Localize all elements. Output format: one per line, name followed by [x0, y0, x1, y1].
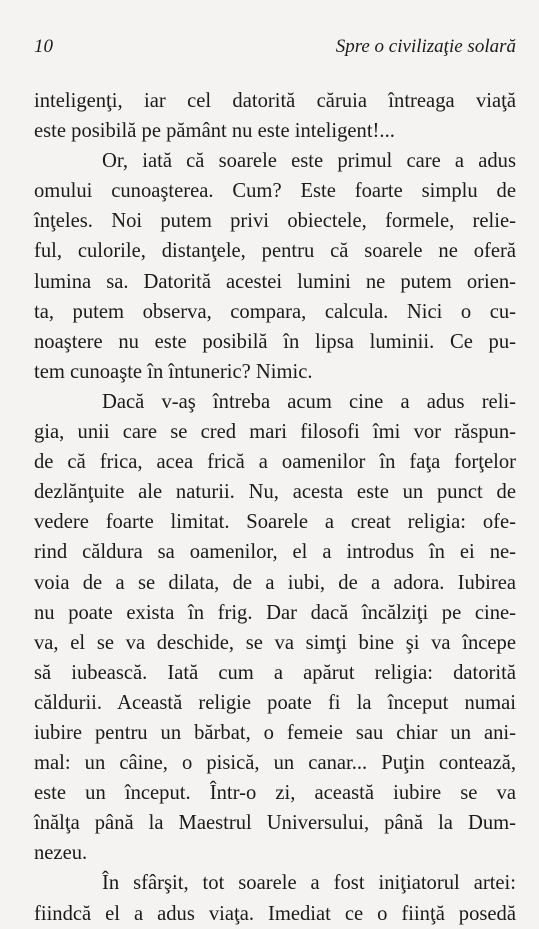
body-text: [34, 86, 516, 929]
text-line: înălţa până la Maestrul Universului, până la Dum-: [34, 812, 516, 835]
page-header: [34, 30, 516, 56]
text-line: inteligenţi, iar cel datorită căruia întreaga viaţă: [34, 90, 516, 112]
text-line: tem cunoaşte în întuneric? Nimic.: [34, 360, 313, 383]
text-line: Dacă v-aş întreba acum cine a adus reli-: [102, 390, 516, 413]
text-line: iubire pentru un bărbat, o femeie sau chiar un ani-: [34, 721, 516, 744]
text-line: vedere foarte limitat. Soarele a creat religia: ofe-: [34, 511, 516, 534]
text-line: noaştere nu este posibilă în lipsa luminii. Ce pu-: [34, 330, 516, 353]
text-line: Or, iată că soarele este primul care a adus: [102, 150, 516, 173]
text-line: voia de a se dilata, de a iubi, de a adora. Iubirea: [34, 571, 516, 594]
text-line: omului cunoaşterea. Cum? Este foarte simplu de: [34, 180, 516, 203]
text-line: rind căldura sa oamenilor, el a introdus în ei ne-: [34, 541, 516, 564]
text-line: să iubească. Iată cum a apărut religia: datorită: [34, 661, 516, 684]
text-line: nezeu.: [34, 842, 88, 865]
text-line: gia, unii care se cred mari filosofi îmi vor răspun-: [34, 421, 516, 444]
text-line: ta, putem observa, compara, calcula. Nici o cu-: [34, 300, 516, 323]
text-line: este posibilă pe pământ nu este inteligent!...: [34, 120, 395, 143]
text-line: de că frica, acea frică a oamenilor în faţa forţelor: [34, 451, 516, 474]
text-line: este un început. Într-o zi, această iubire se va: [34, 782, 516, 805]
text-line: căldurii. Această religie poate fi la început numai: [34, 691, 516, 714]
page-number: 10: [34, 36, 53, 57]
text-line: ful, culorile, distanţele, pentru că soarele ne oferă: [34, 240, 516, 263]
text-line: lumina sa. Datorită acestei lumini ne putem orien-: [34, 270, 516, 293]
text-line: nu poate exista în frig. Dar dacă încălziţi pe cine-: [34, 601, 516, 624]
running-title: Spre o civilizaţie solară: [335, 36, 516, 57]
text-line: dezlănţuite ale naturii. Nu, acesta este un punct de: [34, 481, 516, 504]
text-line: înţeles. Noi putem privi obiectele, formele, relie-: [34, 210, 516, 233]
text-line: fiindcă el a adus viaţa. Imediat ce o fiinţă posedă: [34, 902, 516, 925]
text-line: În sfârşit, tot soarele a fost iniţiatorul artei:: [102, 872, 516, 895]
text-line: va, el se va deschide, se va simţi bine şi va începe: [34, 631, 516, 654]
text-line: mal: un câine, o pisică, un canar... Puţin contează,: [34, 752, 516, 775]
